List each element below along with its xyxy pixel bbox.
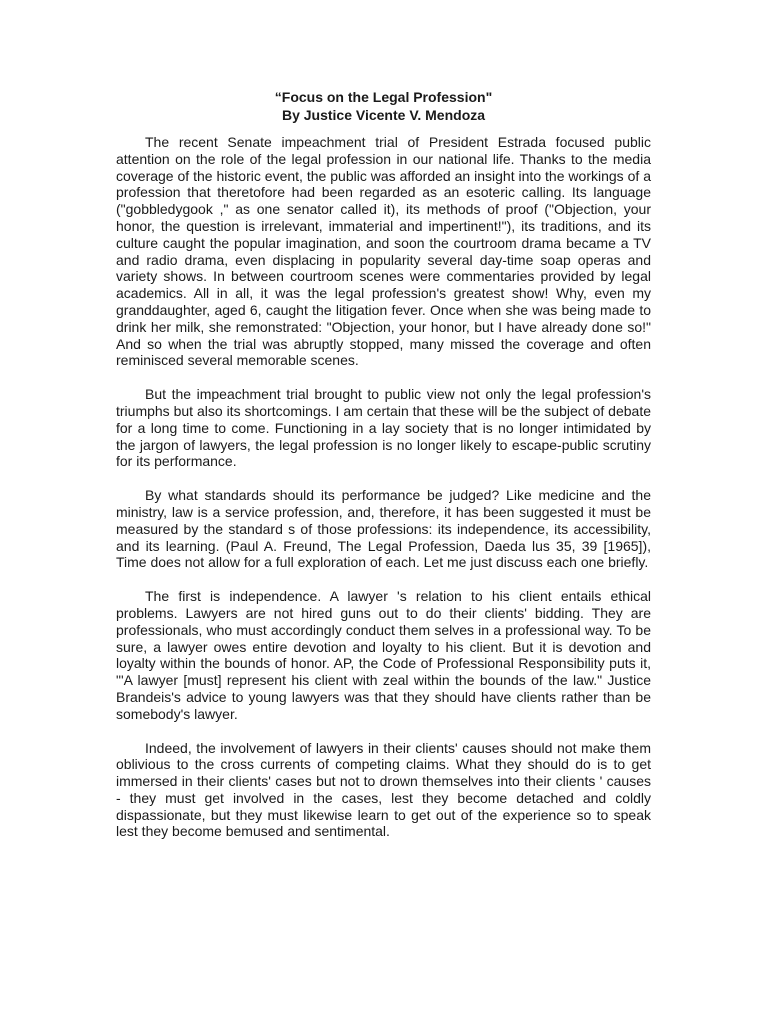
paragraph-2: But the impeachment trial brought to public view not only the legal profession's triumphs but also its shortcomings. I am certain that these will be the subject of debate for a long time to come. Functioning in a lay society that is no longer intimidated by the jargon of lawyers, the legal profession is no longer likely to escape-public scrutiny for its performance. xyxy=(116,386,651,470)
paragraph-3: By what standards should its performance be judged? Like medicine and the ministry, law is a service profession, and, therefore, it has been suggested it must be measured by the standard s of those professions: its independence, its accessibility, and its learning. (Paul A. Freund, The Legal Profession, Daeda lus 35, 39 [1965]), Time does not allow for a full exploration of each. Let me just discuss each one briefly. xyxy=(116,487,651,571)
document-body xyxy=(116,88,651,857)
paragraph-4: The first is independence. A lawyer 's relation to his client entails ethical problems. Lawyers are not hired guns out to do their clients' bidding. They are professionals, who must accordingly conduct them selves in a professional way. To be sure, a lawyer owes entire devotion and loyalty to his client. But it is devotion and loyalty within the bounds of honor. AP, the Code of Professional Responsibility puts it, "'A lawyer [must] represent his client with zeal within the bounds of the law." Justice Brandeis's advice to young lawyers was that they should have clients rather than be somebody's lawyer. xyxy=(116,588,651,722)
paragraph-5: Indeed, the involvement of lawyers in their clients' causes should not make them oblivious to the cross currents of competing claims. What they should do is to get immersed in their clients' cases but not to drown themselves into their clients ' causes - they must get involved in the cases, lest they become detached and coldly dispassionate, but they must likewise learn to get out of the experience so to speak lest they become bemused and sentimental. xyxy=(116,739,651,840)
title-block xyxy=(116,88,651,124)
document-title: “Focus on the Legal Profession" xyxy=(274,89,493,105)
document-byline: By Justice Vicente V. Mendoza xyxy=(281,107,486,123)
paragraph-1: The recent Senate impeachment trial of President Estrada focused public attention on the role of the legal profession in our national life. Thanks to the media coverage of the historic event, the public was afforded an insight into the workings of a profession that theretofore had been regarded as an esoteric calling. Its language ("gobbledygook ," as one senator called it), its methods of proof ("Objection, your honor, the question is irrelevant, immaterial and impertinent!"), its traditions, and its culture caught the popular imagination, and soon the courtroom drama became a TV and radio drama, even displacing in popularity several day-time soap operas and variety shows. In between courtroom scenes were commentaries provided by legal academics. All in all, it was the legal profession's greatest show! Why, even my granddaughter, aged 6, caught the litigation fever. Once when she was being made to drink her milk, she remonstrated: "Objection, your honor, but I have already done so!" And so when the trial was abruptly stopped, many missed the coverage and often reminisced several memorable scenes. xyxy=(116,134,651,369)
